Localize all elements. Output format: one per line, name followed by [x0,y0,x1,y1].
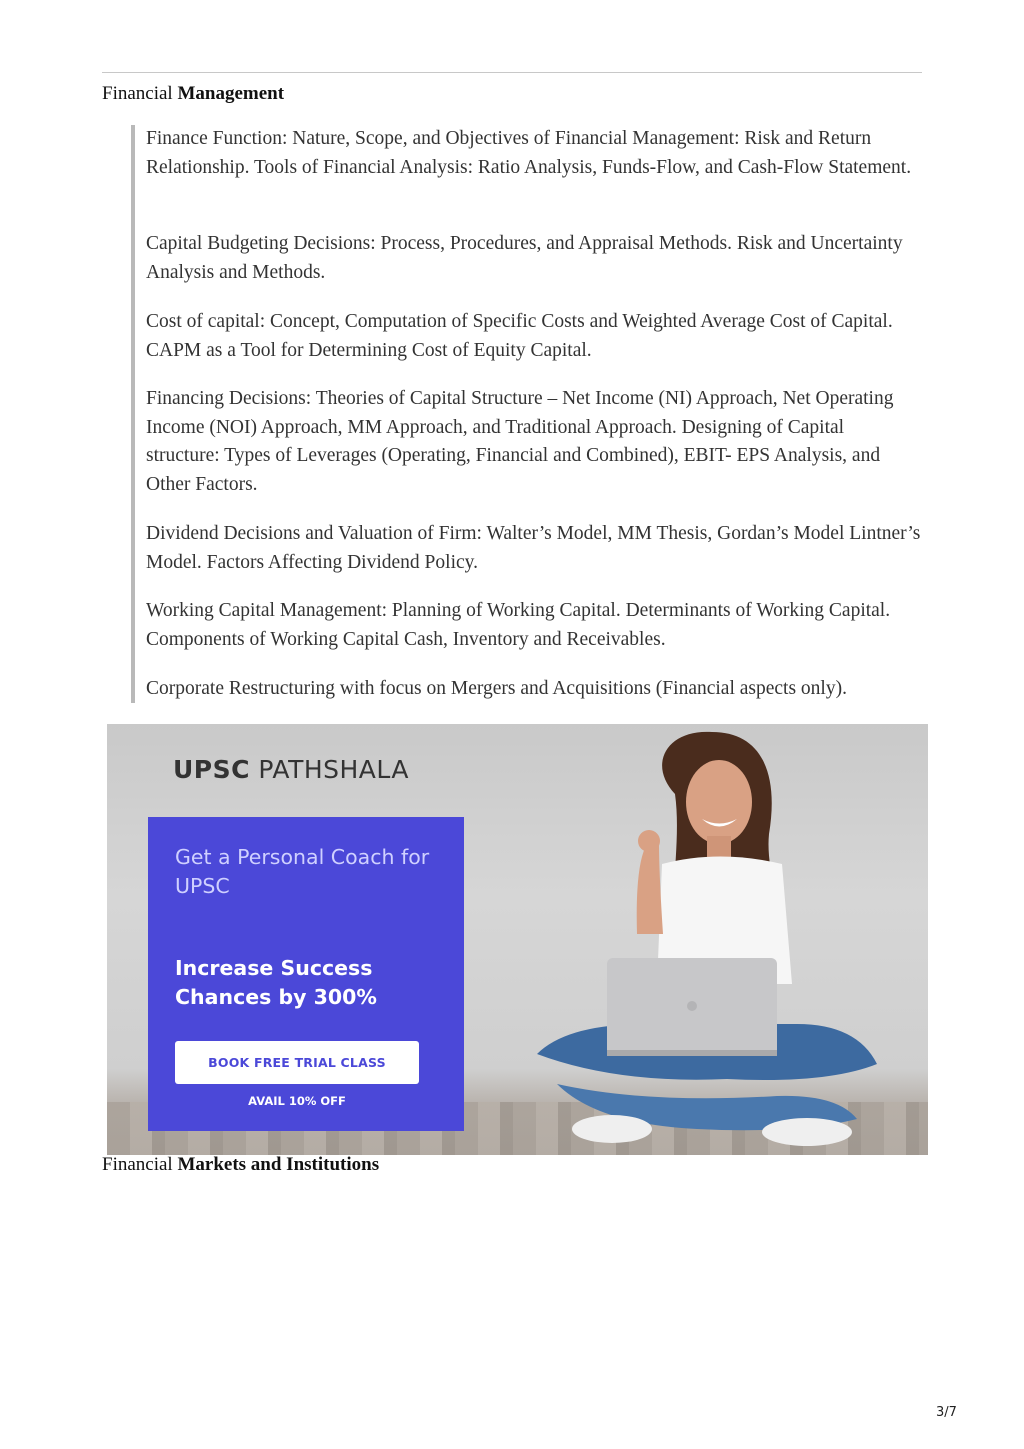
promo-headline: Get a Personal Coach for UPSC [175,845,430,898]
brand-logo-bold: UPSC [173,755,250,784]
upsc-pathshala-ad-banner[interactable] [107,724,928,1155]
top-divider [102,72,922,73]
student-with-laptop-illustration [497,724,928,1155]
paragraph-capital-budgeting: Capital Budgeting Decisions: Process, Procedures, and Appraisal Methods. Risk and Uncertainty Analysis and Methods. [146,233,903,283]
brand-logo-rest: PATHSHALA [249,755,410,784]
syllabus-blockquote [131,125,921,703]
section-title-financial-management [102,83,284,105]
page-number: 3/7 [936,1405,957,1420]
discount-offer-text: AVAIL 10% OFF [248,1094,346,1108]
brand-logo [173,755,409,784]
paragraph-corporate-restructuring: Corporate Restructuring with focus on Mergers and Acquisitions (Financial aspects only). [146,678,847,699]
section-title-financial-markets [102,1154,379,1176]
section-title-prefix: Financial [102,83,173,104]
paragraph-finance-function: Finance Function: Nature, Scope, and Objectives of Financial Management: Risk and Return Relationship. Tools of Financial Analysis: Ratio Analysis, Funds-Flow, and Cash-Flow Statement. [146,128,912,178]
promo-card [148,817,464,1131]
section-title-bold: Management [177,83,285,104]
paragraph-working-capital: Working Capital Management: Planning of Working Capital. Determinants of Working Capital. Components of Working Capital Cash, Inventory and Receivables. [146,600,891,650]
section-title-prefix: Financial [102,1154,173,1175]
section-title-bold: Markets and Institutions [177,1154,380,1175]
paragraph-financing-decisions: Financing Decisions: Theories of Capital Structure – Net Income (NI) Approach, Net Operating Income (NOI) Approach, MM Approach, and Traditional Approach. Designing of Capital structure: Types of Leverages (Operating, Financial and Combined), EBIT- EPS Analysis, and Other Factors. [146,388,894,495]
promo-success-text: Increase Success Chances by 300% [175,956,377,1009]
paragraph-dividend-decisions: Dividend Decisions and Valuation of Firm: Walter’s Model, MM Thesis, Gordan’s Model Lintner’s Model. Factors Affecting Dividend Policy. [146,523,921,573]
book-free-trial-button[interactable]: BOOK FREE TRIAL CLASS [175,1041,419,1084]
paragraph-cost-of-capital: Cost of capital: Concept, Computation of Specific Costs and Weighted Average Cost of Capital. CAPM as a Tool for Determining Cost of Equity Capital. [146,311,893,361]
